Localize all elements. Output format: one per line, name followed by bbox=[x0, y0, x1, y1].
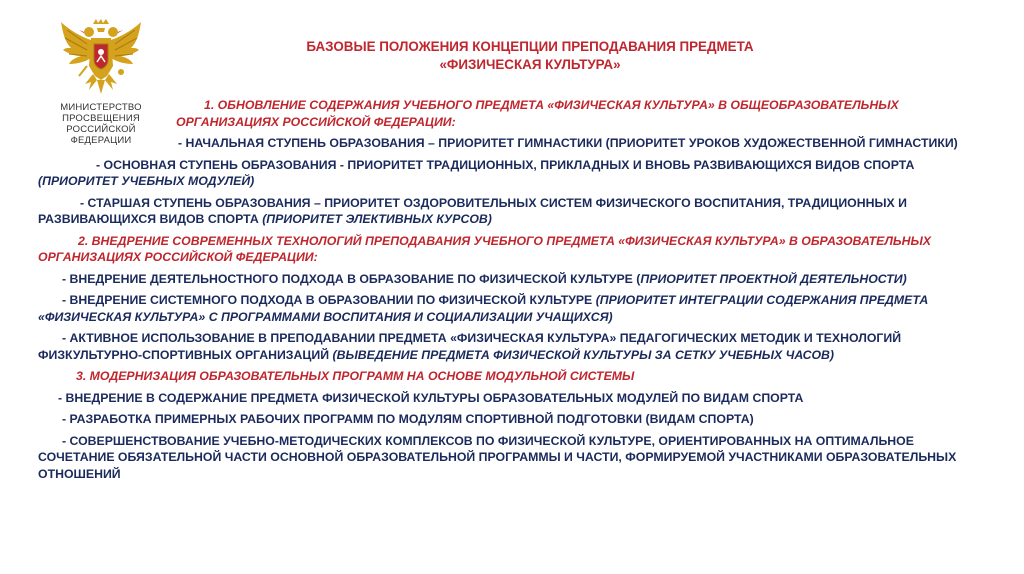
section-2-item-1 bbox=[38, 271, 993, 288]
section-1-item-3-text: - СТАРШАЯ СТУПЕНЬ ОБРАЗОВАНИЯ – ПРИОРИТЕТ ОЗДОРОВИТЕЛЬНЫХ СИСТЕМ ФИЗИЧЕСКОГО ВОСПИТАНИЯ, ТРАДИЦИОННЫХ И РАЗВИВАЮЩИХСЯ ВИДОВ СПОРТА bbox=[38, 195, 907, 226]
russian-double-headed-eagle-icon bbox=[57, 18, 145, 98]
section-1-item-2 bbox=[38, 157, 993, 190]
section-1-item-2-text: - ОСНОВНАЯ СТУПЕНЬ ОБРАЗОВАНИЯ - ПРИОРИТЕТ ТРАДИЦИОННЫХ, ПРИКЛАДНЫХ И ВНОВЬ РАЗВИВАЮЩИХСЯ ВИДОВ СПОРТА bbox=[96, 157, 915, 172]
ministry-line-2: ПРОСВЕЩЕНИЯ bbox=[62, 113, 140, 124]
section-2-item-1-text: - ВНЕДРЕНИЕ ДЕЯТЕЛЬНОСТНОГО ПОДХОДА В ОБРАЗОВАНИЕ ПО ФИЗИЧЕСКОЙ КУЛЬТУРЕ ( bbox=[62, 271, 641, 286]
section-3-item-3-text: - СОВЕРШЕНСТВОВАНИЕ УЧЕБНО-МЕТОДИЧЕСКИХ КОМПЛЕКСОВ ПО ФИЗИЧЕСКОЙ КУЛЬТУРЕ, ОРИЕНТИРОВАННЫХ НА ОПТИМАЛЬНОЕ СОЧЕТАНИЕ ОБЯЗАТЕЛЬНОЙ ЧАСТИ ОСНОВНОЙ ОБРАЗОВАТЕЛЬНОЙ ПРОГРАММЫ И ЧАСТИ, ФОРМИРУЕМОЙ УЧАСТНИКАМИ ОБРАЗОВАТЕЛЬНЫХ ОТНОШЕНИЙ bbox=[38, 433, 957, 481]
section-3-heading-text: 3. МОДЕРНИЗАЦИЯ ОБРАЗОВАТЕЛЬНЫХ ПРОГРАММ НА ОСНОВЕ МОДУЛЬНОЙ СИСТЕМЫ bbox=[76, 369, 635, 383]
section-1-item-3-note: (ПРИОРИТЕТ ЭЛЕКТИВНЫХ КУРСОВ) bbox=[262, 212, 492, 226]
title-line-2: «ФИЗИЧЕСКАЯ КУЛЬТУРА» bbox=[439, 57, 621, 72]
section-1-heading-text: 1. ОБНОВЛЕНИЕ СОДЕРЖАНИЯ УЧЕБНОГО ПРЕДМЕТА «ФИЗИЧЕСКАЯ КУЛЬТУРА» В ОБЩЕОБРАЗОВАТЕЛЬНЫХ ОРГАНИЗАЦИЯХ РОССИЙСКОЙ ФЕДЕРАЦИИ: bbox=[176, 98, 899, 129]
section-2-heading-text: 2. ВНЕДРЕНИЕ СОВРЕМЕННЫХ ТЕХНОЛОГИЙ ПРЕПОДАВАНИЯ УЧЕБНОГО ПРЕДМЕТА «ФИЗИЧЕСКАЯ КУЛЬТУРА» В ОБРАЗОВАТЕЛЬНЫХ ОРГАНИЗАЦИЯХ РОССИЙСКОЙ ФЕДЕРАЦИИ: bbox=[38, 233, 932, 264]
section-3-item-1-text: - ВНЕДРЕНИЕ В СОДЕРЖАНИЕ ПРЕДМЕТА ФИЗИЧЕСКОЙ КУЛЬТУРЫ ОБРАЗОВАТЕЛЬНЫХ МОДУЛЕЙ ПО ВИДАМ СПОРТА bbox=[58, 390, 804, 405]
section-1-item-1-text: - НАЧАЛЬНАЯ СТУПЕНЬ ОБРАЗОВАНИЯ – ПРИОРИТЕТ ГИМНАСТИКИ (ПРИОРИТЕТ УРОКОВ ХУДОЖЕСТВЕННОЙ ГИМНАСТИКИ) bbox=[178, 136, 958, 150]
section-3-item-2-text: - РАЗРАБОТКА ПРИМЕРНЫХ РАБОЧИХ ПРОГРАММ ПО МОДУЛЯМ СПОРТИВНОЙ ПОДГОТОВКИ (ВИДАМ СПОРТА) bbox=[62, 412, 754, 426]
concept-content bbox=[38, 97, 993, 487]
section-2-heading bbox=[38, 233, 993, 266]
section-2-item-2-note: (ПРИОРИТЕТ ИНТЕГРАЦИИ СОДЕРЖАНИЯ ПРЕДМЕТА «ФИЗИЧЕСКАЯ КУЛЬТУРА» С ПРОГРАММАМИ ВОСПИТАНИЯ И СОЦИАЛИЗАЦИИ УЧАЩИХСЯ) bbox=[38, 293, 929, 324]
section-1-heading bbox=[38, 97, 993, 130]
section-2-item-2-text: - ВНЕДРЕНИЕ СИСТЕМНОГО ПОДХОДА В ОБРАЗОВАНИИ ПО ФИЗИЧЕСКОЙ КУЛЬТУРЕ bbox=[62, 293, 596, 307]
page-title bbox=[230, 38, 830, 74]
ministry-line-3: РОССИЙСКОЙ ФЕДЕРАЦИИ bbox=[66, 124, 136, 146]
section-2-item-3 bbox=[38, 330, 993, 363]
section-1-item-2-note: (ПРИОРИТЕТ УЧЕБНЫХ МОДУЛЕЙ) bbox=[38, 174, 255, 188]
section-2-item-1-note: ПРИОРИТЕТ ПРОЕКТНОЙ ДЕЯТЕЛЬНОСТИ) bbox=[640, 271, 907, 286]
section-3-item-1 bbox=[38, 390, 993, 407]
title-line-1: БАЗОВЫЕ ПОЛОЖЕНИЯ КОНЦЕПЦИИ ПРЕПОДАВАНИЯ ПРЕДМЕТА bbox=[306, 39, 754, 54]
section-2-item-2 bbox=[38, 292, 993, 325]
section-1-item-3 bbox=[38, 195, 993, 228]
ministry-line-1: МИНИСТЕРСТВО bbox=[60, 102, 142, 113]
section-3-item-2 bbox=[38, 411, 993, 428]
section-3-item-3 bbox=[38, 433, 993, 483]
section-2-item-3-text: - АКТИВНОЕ ИСПОЛЬЗОВАНИЕ В ПРЕПОДАВАНИИ ПРЕДМЕТА «ФИЗИЧЕСКАЯ КУЛЬТУРА» ПЕДАГОГИЧЕСКИХ МЕТОДИК И ТЕХНОЛОГИЙ ФИЗКУЛЬТУРНО-СПОРТИВНЫХ ОРГАНИЗАЦИЙ bbox=[38, 331, 902, 362]
section-3-heading bbox=[38, 368, 993, 385]
section-1-item-1 bbox=[38, 135, 993, 152]
section-2-item-3-note: (ВЫВЕДЕНИЕ ПРЕДМЕТА ФИЗИЧЕСКОЙ КУЛЬТУРЫ ЗА СЕТКУ УЧЕБНЫХ ЧАСОВ) bbox=[332, 347, 835, 362]
